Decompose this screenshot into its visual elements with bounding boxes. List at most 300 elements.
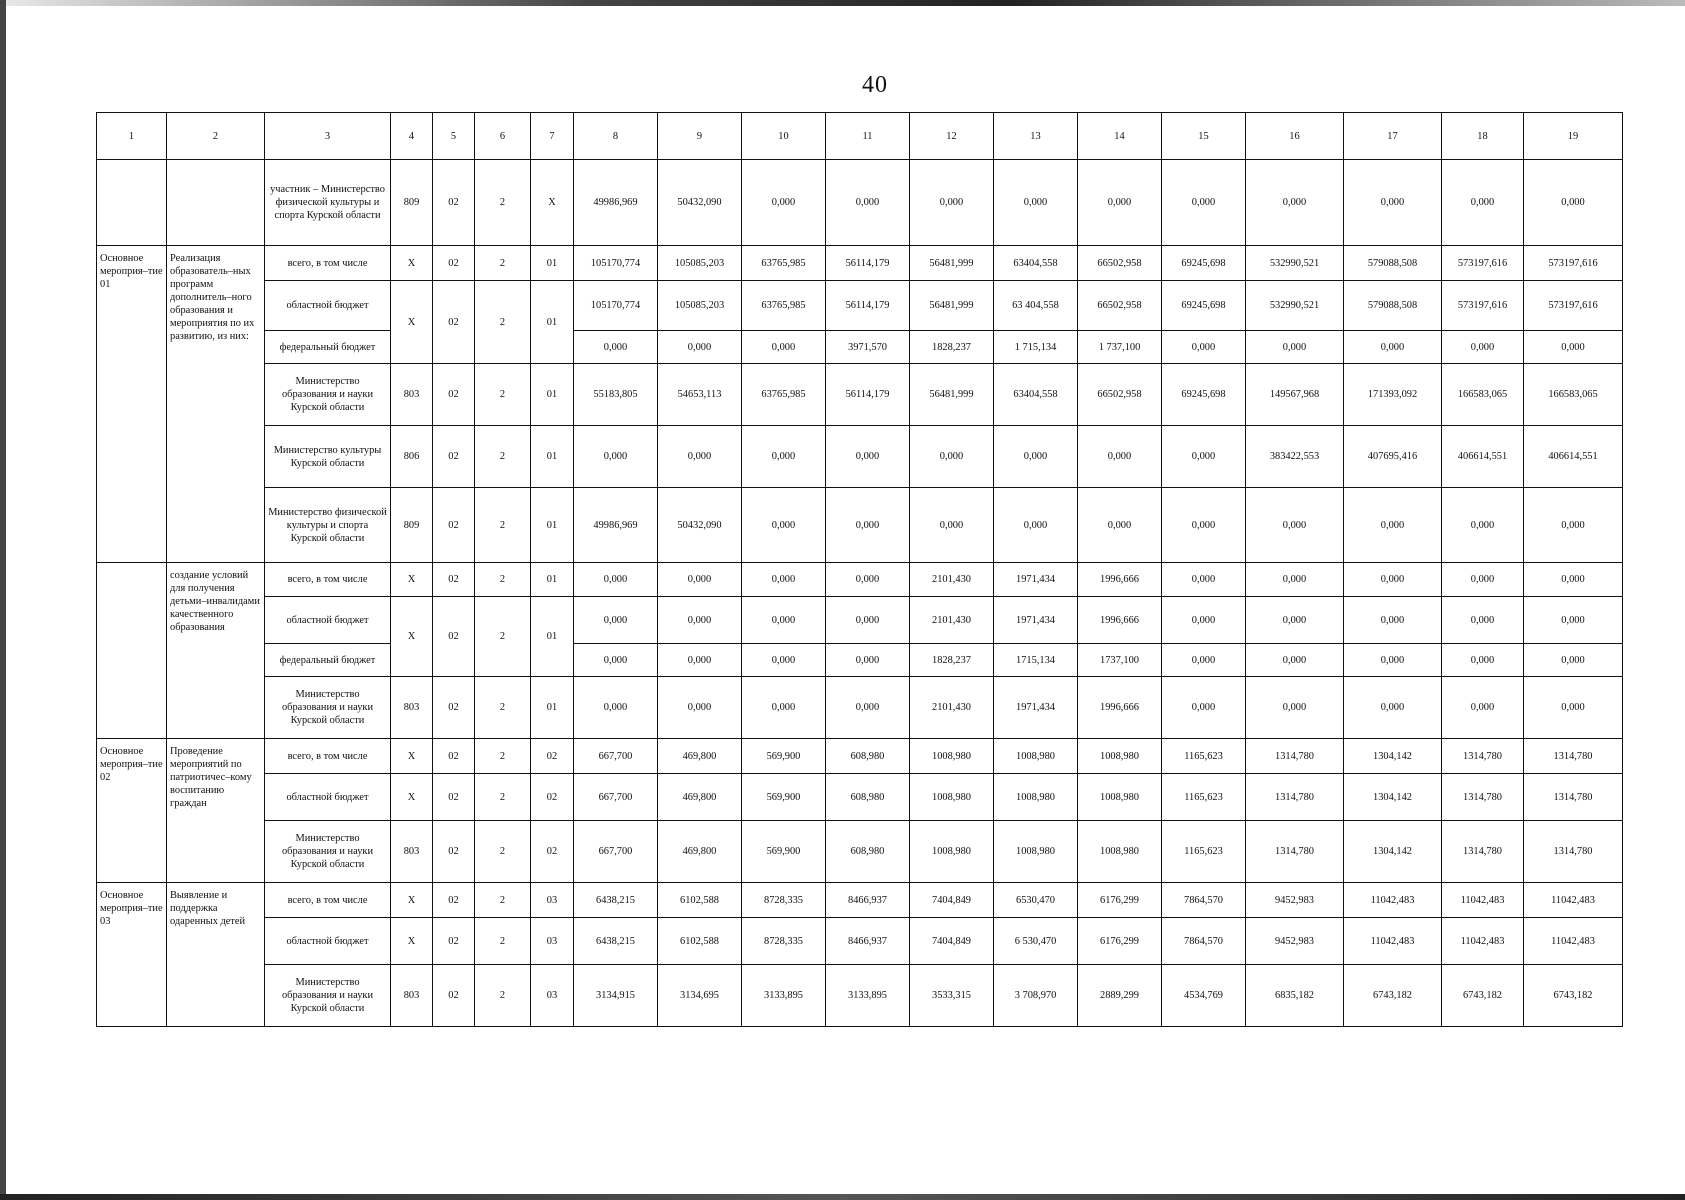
column-header-14: 14 bbox=[1078, 113, 1162, 160]
value-cell-col18: 0,000 bbox=[1442, 331, 1524, 364]
value-cell-col18: 0,000 bbox=[1442, 563, 1524, 597]
cell-col4: X bbox=[391, 563, 433, 597]
value-cell-col14: 66502,958 bbox=[1078, 281, 1162, 331]
column-header-16: 16 bbox=[1246, 113, 1344, 160]
cell-col5: 02 bbox=[433, 883, 475, 918]
cell-col2: Реализация образователь–ных программ дополнитель–ного образования и мероприятия по их развитию, из них: bbox=[167, 246, 265, 563]
value-cell-col12: 3533,315 bbox=[910, 965, 994, 1027]
value-cell-col15: 1165,623 bbox=[1162, 739, 1246, 774]
value-cell-col8: 667,700 bbox=[574, 774, 658, 821]
cell-col4: X bbox=[391, 883, 433, 918]
cell-col3: областной бюджет bbox=[265, 281, 391, 331]
value-cell-col11: 3971,570 bbox=[826, 331, 910, 364]
budget-table-sheet bbox=[96, 112, 1623, 1027]
value-cell-col16: 532990,521 bbox=[1246, 246, 1344, 281]
value-cell-col15: 7864,570 bbox=[1162, 883, 1246, 918]
cell-col4: X bbox=[391, 739, 433, 774]
value-cell-col12: 0,000 bbox=[910, 426, 994, 488]
value-cell-col14: 2889,299 bbox=[1078, 965, 1162, 1027]
column-header-6: 6 bbox=[475, 113, 531, 160]
cell-col4: 803 bbox=[391, 364, 433, 426]
value-cell-col10: 8728,335 bbox=[742, 918, 826, 965]
cell-col6: 2 bbox=[475, 918, 531, 965]
value-cell-col19: 1314,780 bbox=[1524, 739, 1623, 774]
value-cell-col16: 0,000 bbox=[1246, 597, 1344, 644]
cell-col5: 02 bbox=[433, 677, 475, 739]
page-number: 40 bbox=[862, 72, 888, 98]
value-cell-col13: 0,000 bbox=[994, 160, 1078, 246]
column-header-10: 10 bbox=[742, 113, 826, 160]
cell-col3: федеральный бюджет bbox=[265, 644, 391, 677]
value-cell-col19: 0,000 bbox=[1524, 644, 1623, 677]
value-cell-col18: 1314,780 bbox=[1442, 774, 1524, 821]
value-cell-col16: 532990,521 bbox=[1246, 281, 1344, 331]
value-cell-col8: 0,000 bbox=[574, 563, 658, 597]
column-header-13: 13 bbox=[994, 113, 1078, 160]
value-cell-col19: 1314,780 bbox=[1524, 821, 1623, 883]
value-cell-col14: 1996,666 bbox=[1078, 563, 1162, 597]
value-cell-col10: 0,000 bbox=[742, 160, 826, 246]
value-cell-col19: 0,000 bbox=[1524, 160, 1623, 246]
value-cell-col14: 6176,299 bbox=[1078, 883, 1162, 918]
value-cell-col13: 63404,558 bbox=[994, 364, 1078, 426]
value-cell-col11: 608,980 bbox=[826, 774, 910, 821]
cell-col4: X bbox=[391, 774, 433, 821]
value-cell-col15: 7864,570 bbox=[1162, 918, 1246, 965]
value-cell-col19: 1314,780 bbox=[1524, 774, 1623, 821]
value-cell-col10: 0,000 bbox=[742, 677, 826, 739]
cell-col4: 809 bbox=[391, 488, 433, 563]
cell-col3: участник – Министерство физической культуры и спорта Курской области bbox=[265, 160, 391, 246]
value-cell-col12: 7404,849 bbox=[910, 918, 994, 965]
value-cell-col8: 105170,774 bbox=[574, 246, 658, 281]
column-header-17: 17 bbox=[1344, 113, 1442, 160]
value-cell-col9: 50432,090 bbox=[658, 160, 742, 246]
value-cell-col10: 0,000 bbox=[742, 488, 826, 563]
cell-col7: 01 bbox=[531, 677, 574, 739]
cell-col2: Проведение мероприятий по патриотичес–кому воспитанию граждан bbox=[167, 739, 265, 883]
value-cell-col12: 0,000 bbox=[910, 488, 994, 563]
value-cell-col10: 0,000 bbox=[742, 331, 826, 364]
value-cell-col13: 1008,980 bbox=[994, 739, 1078, 774]
value-cell-col12: 2101,430 bbox=[910, 677, 994, 739]
value-cell-col12: 56481,999 bbox=[910, 246, 994, 281]
value-cell-col10: 63765,985 bbox=[742, 364, 826, 426]
cell-col2: создание условий для получения детьми–инвалидами качественного образования bbox=[167, 563, 265, 739]
value-cell-col18: 573197,616 bbox=[1442, 246, 1524, 281]
cell-col3: Министерство образования и науки Курской области bbox=[265, 965, 391, 1027]
column-header-12: 12 bbox=[910, 113, 994, 160]
column-header-7: 7 bbox=[531, 113, 574, 160]
cell-col7: 01 bbox=[531, 563, 574, 597]
cell-col3: всего, в том числе bbox=[265, 739, 391, 774]
table-row bbox=[97, 160, 1623, 246]
value-cell-col11: 608,980 bbox=[826, 821, 910, 883]
cell-col6: 2 bbox=[475, 488, 531, 563]
value-cell-col13: 63404,558 bbox=[994, 246, 1078, 281]
value-cell-col17: 407695,416 bbox=[1344, 426, 1442, 488]
column-header-18: 18 bbox=[1442, 113, 1524, 160]
value-cell-col17: 0,000 bbox=[1344, 488, 1442, 563]
value-cell-col17: 1304,142 bbox=[1344, 739, 1442, 774]
cell-col7: 01 bbox=[531, 246, 574, 281]
value-cell-col9: 0,000 bbox=[658, 563, 742, 597]
value-cell-col16: 383422,553 bbox=[1246, 426, 1344, 488]
cell-col4: X bbox=[391, 918, 433, 965]
cell-col3: всего, в том числе bbox=[265, 563, 391, 597]
cell-col7: 01 bbox=[531, 426, 574, 488]
value-cell-col13: 0,000 bbox=[994, 488, 1078, 563]
value-cell-col16: 0,000 bbox=[1246, 160, 1344, 246]
value-cell-col15: 4534,769 bbox=[1162, 965, 1246, 1027]
cell-col1: Основное мероприя–тие 02 bbox=[97, 739, 167, 883]
table-row bbox=[97, 281, 1623, 331]
cell-col3: областной бюджет bbox=[265, 597, 391, 644]
value-cell-col9: 6102,588 bbox=[658, 918, 742, 965]
table-row bbox=[97, 774, 1623, 821]
value-cell-col19: 0,000 bbox=[1524, 563, 1623, 597]
value-cell-col18: 0,000 bbox=[1442, 597, 1524, 644]
value-cell-col18: 0,000 bbox=[1442, 677, 1524, 739]
value-cell-col10: 0,000 bbox=[742, 597, 826, 644]
value-cell-col12: 2101,430 bbox=[910, 563, 994, 597]
value-cell-col10: 3133,895 bbox=[742, 965, 826, 1027]
table-row bbox=[97, 426, 1623, 488]
value-cell-col17: 11042,483 bbox=[1344, 883, 1442, 918]
cell-col6: 2 bbox=[475, 883, 531, 918]
table-row bbox=[97, 965, 1623, 1027]
cell-col7: 02 bbox=[531, 821, 574, 883]
value-cell-col10: 0,000 bbox=[742, 563, 826, 597]
value-cell-col8: 55183,805 bbox=[574, 364, 658, 426]
cell-col3: Министерство образования и науки Курской области bbox=[265, 364, 391, 426]
value-cell-col16: 0,000 bbox=[1246, 331, 1344, 364]
value-cell-col18: 166583,065 bbox=[1442, 364, 1524, 426]
value-cell-col12: 1828,237 bbox=[910, 644, 994, 677]
value-cell-col13: 1 715,134 bbox=[994, 331, 1078, 364]
cell-col6: 2 bbox=[475, 426, 531, 488]
value-cell-col14: 1008,980 bbox=[1078, 774, 1162, 821]
cell-col5: 02 bbox=[433, 160, 475, 246]
value-cell-col14: 1008,980 bbox=[1078, 739, 1162, 774]
value-cell-col10: 0,000 bbox=[742, 644, 826, 677]
table-row bbox=[97, 821, 1623, 883]
value-cell-col13: 1971,434 bbox=[994, 597, 1078, 644]
value-cell-col9: 50432,090 bbox=[658, 488, 742, 563]
cell-col4: 803 bbox=[391, 965, 433, 1027]
value-cell-col14: 1996,666 bbox=[1078, 677, 1162, 739]
value-cell-col10: 569,900 bbox=[742, 821, 826, 883]
value-cell-col13: 3 708,970 bbox=[994, 965, 1078, 1027]
cell-col6: 2 bbox=[475, 160, 531, 246]
scan-border-bottom bbox=[0, 1194, 1685, 1200]
cell-col4: 803 bbox=[391, 677, 433, 739]
cell-col2: Выявление и поддержка одаренных детей bbox=[167, 883, 265, 1027]
cell-col3: областной бюджет bbox=[265, 774, 391, 821]
cell-col6: 2 bbox=[475, 597, 531, 677]
value-cell-col18: 11042,483 bbox=[1442, 918, 1524, 965]
column-header-8: 8 bbox=[574, 113, 658, 160]
value-cell-col15: 69245,698 bbox=[1162, 364, 1246, 426]
column-header-2: 2 bbox=[167, 113, 265, 160]
value-cell-col10: 8728,335 bbox=[742, 883, 826, 918]
cell-col3: всего, в том числе bbox=[265, 246, 391, 281]
value-cell-col17: 0,000 bbox=[1344, 160, 1442, 246]
value-cell-col11: 56114,179 bbox=[826, 246, 910, 281]
value-cell-col13: 63 404,558 bbox=[994, 281, 1078, 331]
table-row bbox=[97, 918, 1623, 965]
value-cell-col13: 1971,434 bbox=[994, 677, 1078, 739]
value-cell-col9: 469,800 bbox=[658, 821, 742, 883]
cell-col6: 2 bbox=[475, 281, 531, 364]
cell-col6: 2 bbox=[475, 774, 531, 821]
value-cell-col8: 667,700 bbox=[574, 821, 658, 883]
value-cell-col19: 573197,616 bbox=[1524, 281, 1623, 331]
column-header-9: 9 bbox=[658, 113, 742, 160]
value-cell-col12: 1828,237 bbox=[910, 331, 994, 364]
value-cell-col14: 1737,100 bbox=[1078, 644, 1162, 677]
value-cell-col10: 63765,985 bbox=[742, 246, 826, 281]
value-cell-col9: 0,000 bbox=[658, 597, 742, 644]
column-header-5: 5 bbox=[433, 113, 475, 160]
value-cell-col15: 0,000 bbox=[1162, 160, 1246, 246]
value-cell-col17: 579088,508 bbox=[1344, 281, 1442, 331]
value-cell-col16: 0,000 bbox=[1246, 488, 1344, 563]
cell-col1: Основное мероприя–тие 01 bbox=[97, 246, 167, 563]
value-cell-col13: 1008,980 bbox=[994, 821, 1078, 883]
cell-col6: 2 bbox=[475, 246, 531, 281]
value-cell-col19: 6743,182 bbox=[1524, 965, 1623, 1027]
cell-col3: всего, в том числе bbox=[265, 883, 391, 918]
scan-border-left bbox=[0, 0, 6, 1200]
cell-col7: 02 bbox=[531, 739, 574, 774]
value-cell-col11: 0,000 bbox=[826, 160, 910, 246]
value-cell-col17: 1304,142 bbox=[1344, 821, 1442, 883]
value-cell-col8: 105170,774 bbox=[574, 281, 658, 331]
cell-col5: 02 bbox=[433, 965, 475, 1027]
value-cell-col18: 0,000 bbox=[1442, 160, 1524, 246]
value-cell-col19: 166583,065 bbox=[1524, 364, 1623, 426]
value-cell-col10: 569,900 bbox=[742, 774, 826, 821]
value-cell-col19: 0,000 bbox=[1524, 597, 1623, 644]
value-cell-col15: 0,000 bbox=[1162, 563, 1246, 597]
value-cell-col17: 171393,092 bbox=[1344, 364, 1442, 426]
value-cell-col18: 406614,551 bbox=[1442, 426, 1524, 488]
cell-col7: 01 bbox=[531, 364, 574, 426]
scan-border-top bbox=[0, 0, 1685, 6]
value-cell-col15: 0,000 bbox=[1162, 677, 1246, 739]
value-cell-col19: 11042,483 bbox=[1524, 918, 1623, 965]
value-cell-col18: 1314,780 bbox=[1442, 739, 1524, 774]
value-cell-col19: 0,000 bbox=[1524, 488, 1623, 563]
value-cell-col11: 608,980 bbox=[826, 739, 910, 774]
value-cell-col8: 49986,969 bbox=[574, 160, 658, 246]
cell-col5: 02 bbox=[433, 821, 475, 883]
cell-col3: Министерство образования и науки Курской области bbox=[265, 677, 391, 739]
value-cell-col15: 1165,623 bbox=[1162, 774, 1246, 821]
value-cell-col14: 1008,980 bbox=[1078, 821, 1162, 883]
value-cell-col16: 9452,983 bbox=[1246, 883, 1344, 918]
value-cell-col8: 6438,215 bbox=[574, 883, 658, 918]
value-cell-col13: 1715,134 bbox=[994, 644, 1078, 677]
cell-col3: федеральный бюджет bbox=[265, 331, 391, 364]
table-row bbox=[97, 364, 1623, 426]
value-cell-col14: 0,000 bbox=[1078, 488, 1162, 563]
cell-col6: 2 bbox=[475, 965, 531, 1027]
cell-col7: 02 bbox=[531, 774, 574, 821]
value-cell-col15: 1165,623 bbox=[1162, 821, 1246, 883]
column-header-15: 15 bbox=[1162, 113, 1246, 160]
table-row bbox=[97, 563, 1623, 597]
value-cell-col18: 573197,616 bbox=[1442, 281, 1524, 331]
cell-col3: Министерство культуры Курской области bbox=[265, 426, 391, 488]
cell-col5: 02 bbox=[433, 563, 475, 597]
value-cell-col11: 56114,179 bbox=[826, 281, 910, 331]
value-cell-col11: 56114,179 bbox=[826, 364, 910, 426]
value-cell-col9: 469,800 bbox=[658, 774, 742, 821]
value-cell-col17: 6743,182 bbox=[1344, 965, 1442, 1027]
value-cell-col8: 3134,915 bbox=[574, 965, 658, 1027]
value-cell-col14: 1 737,100 bbox=[1078, 331, 1162, 364]
value-cell-col11: 0,000 bbox=[826, 488, 910, 563]
value-cell-col10: 63765,985 bbox=[742, 281, 826, 331]
value-cell-col8: 0,000 bbox=[574, 331, 658, 364]
cell-col3: Министерство физической культуры и спорта Курской области bbox=[265, 488, 391, 563]
value-cell-col11: 8466,937 bbox=[826, 883, 910, 918]
cell-col6: 2 bbox=[475, 677, 531, 739]
value-cell-col9: 0,000 bbox=[658, 644, 742, 677]
value-cell-col9: 54653,113 bbox=[658, 364, 742, 426]
cell-col7: X bbox=[531, 160, 574, 246]
header-row bbox=[97, 113, 1623, 160]
value-cell-col8: 0,000 bbox=[574, 644, 658, 677]
column-header-19: 19 bbox=[1524, 113, 1623, 160]
value-cell-col18: 0,000 bbox=[1442, 488, 1524, 563]
value-cell-col18: 1314,780 bbox=[1442, 821, 1524, 883]
column-header-11: 11 bbox=[826, 113, 910, 160]
value-cell-col13: 6530,470 bbox=[994, 883, 1078, 918]
value-cell-col17: 0,000 bbox=[1344, 563, 1442, 597]
value-cell-col15: 0,000 bbox=[1162, 597, 1246, 644]
table-body bbox=[97, 160, 1623, 1027]
cell-col7: 03 bbox=[531, 965, 574, 1027]
value-cell-col9: 105085,203 bbox=[658, 281, 742, 331]
value-cell-col14: 0,000 bbox=[1078, 426, 1162, 488]
value-cell-col9: 469,800 bbox=[658, 739, 742, 774]
cell-col5: 02 bbox=[433, 597, 475, 677]
table-row bbox=[97, 677, 1623, 739]
value-cell-col12: 1008,980 bbox=[910, 821, 994, 883]
value-cell-col18: 6743,182 bbox=[1442, 965, 1524, 1027]
value-cell-col10: 0,000 bbox=[742, 426, 826, 488]
value-cell-col14: 1996,666 bbox=[1078, 597, 1162, 644]
value-cell-col12: 56481,999 bbox=[910, 364, 994, 426]
table-row bbox=[97, 331, 1623, 364]
cell-col5: 02 bbox=[433, 918, 475, 965]
value-cell-col10: 569,900 bbox=[742, 739, 826, 774]
cell-col7: 01 bbox=[531, 281, 574, 364]
value-cell-col9: 0,000 bbox=[658, 426, 742, 488]
value-cell-col15: 69245,698 bbox=[1162, 246, 1246, 281]
value-cell-col13: 6 530,470 bbox=[994, 918, 1078, 965]
value-cell-col15: 0,000 bbox=[1162, 488, 1246, 563]
value-cell-col13: 1971,434 bbox=[994, 563, 1078, 597]
value-cell-col16: 9452,983 bbox=[1246, 918, 1344, 965]
cell-col7: 01 bbox=[531, 488, 574, 563]
value-cell-col11: 0,000 bbox=[826, 644, 910, 677]
table-row bbox=[97, 597, 1623, 644]
cell-col6: 2 bbox=[475, 364, 531, 426]
value-cell-col18: 11042,483 bbox=[1442, 883, 1524, 918]
cell-col6: 2 bbox=[475, 821, 531, 883]
value-cell-col17: 0,000 bbox=[1344, 677, 1442, 739]
table-row bbox=[97, 488, 1623, 563]
value-cell-col12: 1008,980 bbox=[910, 774, 994, 821]
value-cell-col14: 66502,958 bbox=[1078, 364, 1162, 426]
cell-col3: областной бюджет bbox=[265, 918, 391, 965]
cell-col4: 806 bbox=[391, 426, 433, 488]
cell-col1 bbox=[97, 563, 167, 739]
cell-col6: 2 bbox=[475, 739, 531, 774]
cell-col7: 03 bbox=[531, 918, 574, 965]
value-cell-col16: 1314,780 bbox=[1246, 821, 1344, 883]
value-cell-col17: 579088,508 bbox=[1344, 246, 1442, 281]
cell-col3: Министерство образования и науки Курской области bbox=[265, 821, 391, 883]
cell-col2 bbox=[167, 160, 265, 246]
value-cell-col11: 0,000 bbox=[826, 597, 910, 644]
value-cell-col15: 0,000 bbox=[1162, 644, 1246, 677]
cell-col6: 2 bbox=[475, 563, 531, 597]
value-cell-col14: 0,000 bbox=[1078, 160, 1162, 246]
value-cell-col12: 0,000 bbox=[910, 160, 994, 246]
cell-col5: 02 bbox=[433, 488, 475, 563]
value-cell-col16: 0,000 bbox=[1246, 677, 1344, 739]
value-cell-col11: 0,000 bbox=[826, 426, 910, 488]
value-cell-col17: 0,000 bbox=[1344, 644, 1442, 677]
cell-col4: 809 bbox=[391, 160, 433, 246]
column-header-3: 3 bbox=[265, 113, 391, 160]
value-cell-col17: 0,000 bbox=[1344, 331, 1442, 364]
column-header-1: 1 bbox=[97, 113, 167, 160]
cell-col5: 02 bbox=[433, 739, 475, 774]
value-cell-col9: 105085,203 bbox=[658, 246, 742, 281]
table-row bbox=[97, 883, 1623, 918]
table-row bbox=[97, 739, 1623, 774]
cell-col5: 02 bbox=[433, 281, 475, 364]
value-cell-col9: 0,000 bbox=[658, 677, 742, 739]
value-cell-col11: 3133,895 bbox=[826, 965, 910, 1027]
table-row bbox=[97, 644, 1623, 677]
value-cell-col8: 667,700 bbox=[574, 739, 658, 774]
cell-col5: 02 bbox=[433, 774, 475, 821]
value-cell-col13: 0,000 bbox=[994, 426, 1078, 488]
value-cell-col18: 0,000 bbox=[1442, 644, 1524, 677]
value-cell-col16: 1314,780 bbox=[1246, 774, 1344, 821]
value-cell-col12: 1008,980 bbox=[910, 739, 994, 774]
value-cell-col8: 0,000 bbox=[574, 426, 658, 488]
cell-col5: 02 bbox=[433, 364, 475, 426]
value-cell-col11: 0,000 bbox=[826, 677, 910, 739]
value-cell-col16: 0,000 bbox=[1246, 644, 1344, 677]
value-cell-col15: 0,000 bbox=[1162, 426, 1246, 488]
value-cell-col19: 11042,483 bbox=[1524, 883, 1623, 918]
value-cell-col15: 69245,698 bbox=[1162, 281, 1246, 331]
cell-col7: 03 bbox=[531, 883, 574, 918]
value-cell-col14: 66502,958 bbox=[1078, 246, 1162, 281]
value-cell-col19: 0,000 bbox=[1524, 331, 1623, 364]
value-cell-col17: 1304,142 bbox=[1344, 774, 1442, 821]
value-cell-col12: 56481,999 bbox=[910, 281, 994, 331]
